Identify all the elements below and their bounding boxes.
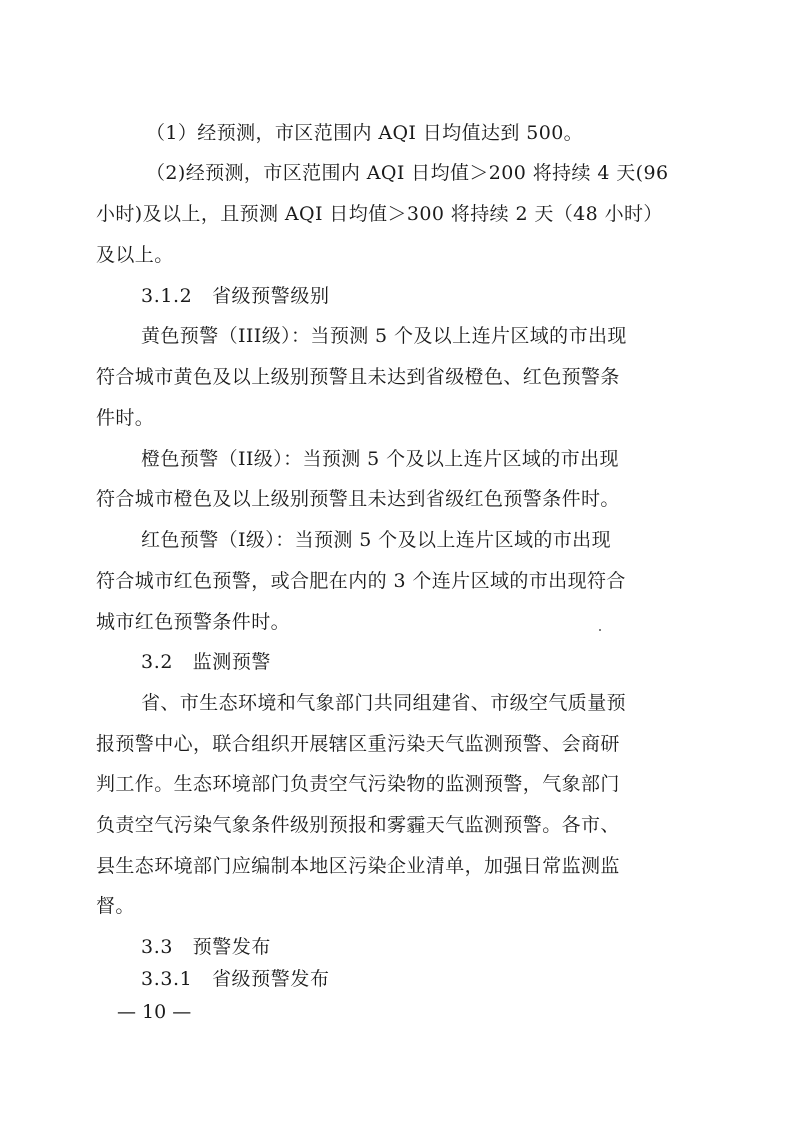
red-warning-line-2: 符合城市红色预警，或合肥在内的 3 个连片区域的市出现符合 [96, 570, 626, 592]
yellow-warning-line-3: 件时。 [96, 407, 155, 429]
monitoring-line-4: 负责空气污染气象条件级别预报和雾霾天气监测预警。各市、 [96, 814, 620, 836]
red-warning-line-3: 城市红色预警条件时。 [96, 611, 291, 633]
monitoring-line-6: 督。 [96, 895, 135, 917]
condition-2-line-2: 小时)及以上，且预测 AQI 日均值＞300 将持续 2 天（48 小时） [96, 203, 663, 225]
condition-1: （1）经预测，市区范围内 AQI 日均值达到 500。 [146, 122, 584, 144]
yellow-warning-line-2: 符合城市黄色及以上级别预警且未达到省级橙色、红色预警条 [96, 366, 620, 388]
monitoring-line-5: 县生态环境部门应编制本地区污染企业清单，加强日常监测监 [96, 855, 620, 877]
section-3-3-heading: 3.3 预警发布 [141, 936, 272, 958]
yellow-warning-line-1: 黄色预警（III级）：当预测 5 个及以上连片区域的市出现 [141, 325, 627, 347]
condition-2-line-1: （2)经预测，市区范围内 AQI 日均值＞200 将持续 4 天(96 [146, 162, 669, 184]
section-3-3-1-heading: 3.3.1 省级预警发布 [141, 968, 330, 990]
monitoring-line-3: 判工作。生态环境部门负责空气污染物的监测预警，气象部门 [96, 773, 620, 795]
monitoring-line-2: 报预警中心，联合组织开展辖区重污染天气监测预警、会商研 [96, 733, 620, 755]
orange-warning-line-1: 橙色预警（II级）：当预测 5 个及以上连片区域的市出现 [141, 448, 619, 470]
stray-mark [599, 629, 601, 631]
page-number: — 10 — [117, 1001, 192, 1023]
section-3-2-heading: 3.2 监测预警 [141, 651, 272, 673]
red-warning-line-1: 红色预警（I级）：当预测 5 个及以上连片区域的市出现 [141, 529, 611, 551]
orange-warning-line-2: 符合城市橙色及以上级别预警且未达到省级红色预警条件时。 [96, 488, 620, 510]
monitoring-line-1: 省、市生态环境和气象部门共同组建省、市级空气质量预 [141, 692, 627, 714]
condition-2-line-3: 及以上。 [96, 244, 174, 266]
section-3-1-2-heading: 3.1.2 省级预警级别 [141, 285, 330, 307]
